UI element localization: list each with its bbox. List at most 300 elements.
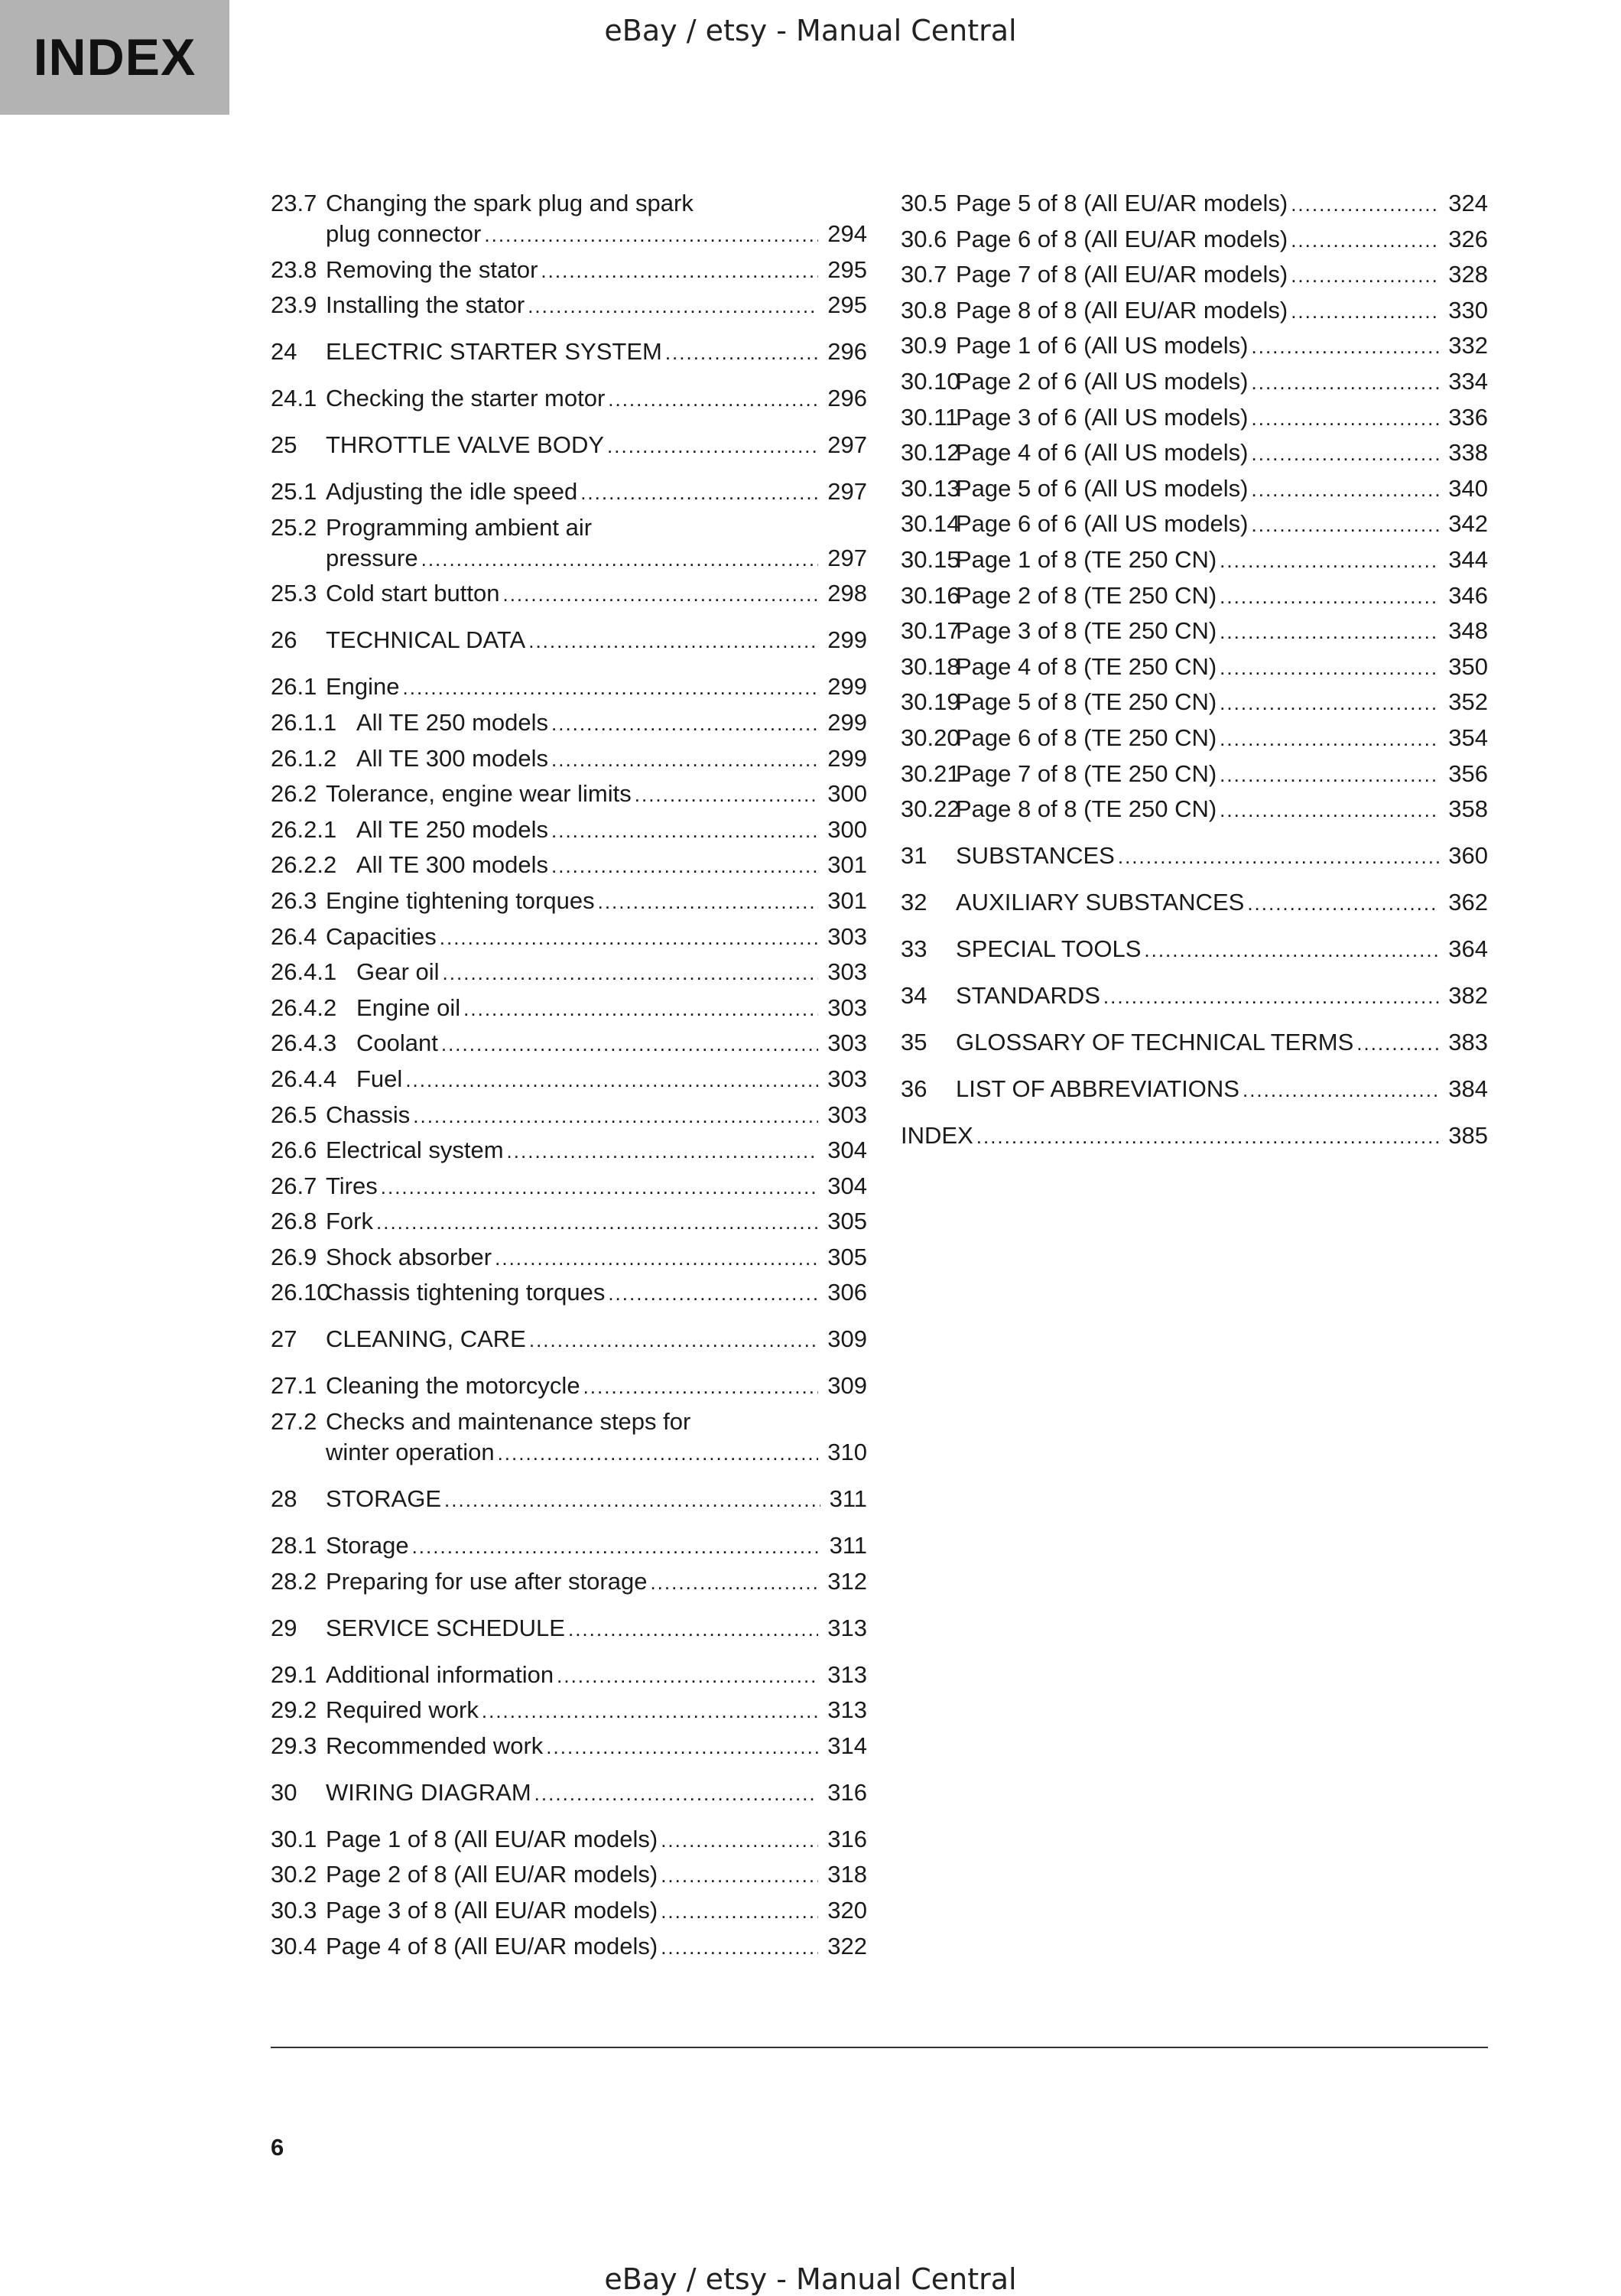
section-title: Checks and maintenance steps for [326, 1408, 691, 1436]
toc-entry[interactable] [901, 723, 1488, 754]
dot-leader [441, 1029, 818, 1059]
section-number: 26.4.1 [271, 958, 337, 986]
section-title: LIST OF ABBREVIATIONS [956, 1075, 1239, 1103]
page-number: 6 [271, 2134, 284, 2161]
page-ref: 301 [827, 851, 867, 879]
entry-line [326, 1566, 867, 1598]
toc-entry[interactable] [271, 188, 867, 250]
section-title: Page 1 of 8 (TE 250 CN) [956, 545, 1217, 573]
dot-leader [1252, 509, 1440, 540]
entry-body [956, 723, 1488, 754]
dot-leader [381, 1172, 819, 1202]
page-ref: 344 [1448, 545, 1488, 573]
entry-body [326, 383, 867, 415]
toc-entry[interactable] [271, 1484, 867, 1515]
entry-body [326, 815, 867, 846]
entry-body [326, 1324, 867, 1355]
entry-body [956, 1074, 1488, 1105]
dot-leader [412, 1531, 820, 1562]
page-ref: 354 [1448, 724, 1488, 751]
section-number: 30.19 [901, 688, 960, 716]
toc-entry[interactable] [271, 1242, 867, 1273]
page-ref: 297 [827, 478, 867, 506]
dot-leader [661, 1825, 818, 1855]
entry-body [326, 512, 867, 574]
section-number: 30.22 [901, 795, 960, 823]
section-number: 30.13 [901, 474, 960, 502]
entry-body [326, 188, 867, 250]
entry-line [326, 383, 867, 415]
dot-leader [541, 255, 818, 286]
section-number: 30.16 [901, 581, 960, 609]
page-ref: 299 [827, 708, 867, 736]
toc-entry[interactable] [271, 476, 867, 508]
toc-entry[interactable] [271, 337, 867, 368]
page-ref: 324 [1448, 190, 1488, 216]
section-title: pressure [326, 544, 418, 571]
entry-body [326, 1028, 867, 1059]
toc-entry[interactable] [271, 1371, 867, 1402]
dot-leader [1291, 296, 1439, 327]
entry-body [956, 366, 1488, 398]
dot-leader [1252, 331, 1440, 362]
entry-line [326, 957, 867, 988]
toc-entry[interactable] [901, 887, 1488, 919]
index-tab[interactable]: INDEX [0, 0, 229, 115]
page-ref: 300 [827, 815, 867, 843]
toc-entry[interactable] [271, 1064, 867, 1095]
entry-line [326, 1277, 867, 1309]
toc-entry[interactable] [271, 1660, 867, 1691]
section-title: TECHNICAL DATA [326, 626, 526, 654]
entry-line [326, 1407, 867, 1437]
section-number: 25.3 [271, 580, 317, 607]
entry-body [326, 625, 867, 656]
page-ref: 303 [827, 1101, 867, 1128]
section-title: Page 5 of 8 (All EU/AR models) [956, 190, 1288, 216]
toc-entry[interactable] [271, 1028, 867, 1059]
entry-body [326, 1660, 867, 1691]
section-number: 31 [901, 842, 927, 870]
entry-body [326, 993, 867, 1024]
section-title: All TE 300 models [356, 744, 548, 772]
dot-leader [1220, 581, 1439, 612]
page-ref: 309 [827, 1372, 867, 1400]
dot-leader [443, 958, 819, 988]
page-ref: 312 [827, 1567, 867, 1595]
page-ref: 352 [1448, 688, 1488, 716]
dot-leader [403, 672, 819, 703]
section-title: Gear oil [356, 958, 440, 986]
entry-line [326, 779, 867, 810]
entry-body [326, 1931, 867, 1963]
section-title: All TE 250 models [356, 815, 548, 843]
dot-leader [568, 1614, 818, 1644]
section-number: 30.4 [271, 1932, 317, 1959]
toc-entry[interactable] [271, 779, 867, 810]
section-title: Engine oil [356, 994, 461, 1021]
section-title: Cold start button [326, 580, 500, 607]
entry-body [326, 1407, 867, 1468]
section-number: 30.12 [901, 439, 960, 467]
toc-entry[interactable] [271, 1895, 867, 1927]
dot-leader [1252, 403, 1440, 434]
section-number: 26.4.4 [271, 1065, 337, 1092]
dot-leader [665, 337, 818, 368]
entry-line [326, 1824, 867, 1855]
page-ref: 301 [827, 886, 867, 914]
toc-entry[interactable] [901, 981, 1488, 1012]
entry-body [956, 188, 1488, 220]
dot-leader [661, 1896, 818, 1927]
page-ref: 303 [827, 1029, 867, 1057]
toc-entry[interactable] [901, 545, 1488, 576]
section-title: ELECTRIC STARTER SYSTEM [326, 338, 662, 366]
toc-entry[interactable] [271, 672, 867, 703]
dot-leader [557, 1660, 818, 1691]
section-title: Engine tightening torques [326, 886, 595, 914]
section-number: 26.1.2 [271, 744, 337, 772]
page-ref: 316 [827, 1825, 867, 1852]
dot-leader [1356, 1028, 1439, 1059]
entry-body [956, 581, 1488, 612]
section-title: THROTTLE VALVE BODY [326, 431, 605, 459]
page-ref: 382 [1448, 982, 1488, 1010]
toc-entry[interactable] [901, 794, 1488, 825]
entry-body [326, 1530, 867, 1562]
section-title: Page 8 of 8 (TE 250 CN) [956, 795, 1217, 823]
dot-leader [1220, 545, 1439, 576]
page-ref: 342 [1448, 510, 1488, 538]
entry-line [326, 1613, 867, 1644]
toc-entry[interactable] [901, 402, 1488, 434]
entry-line [326, 850, 867, 881]
dot-leader [546, 1732, 818, 1762]
toc-entry[interactable] [271, 1931, 867, 1963]
toc-entry[interactable] [271, 743, 867, 775]
dot-leader [551, 708, 818, 739]
toc-entry[interactable] [901, 652, 1488, 683]
entry-body [956, 759, 1488, 790]
entry-line [956, 723, 1488, 754]
toc-entry[interactable] [271, 993, 867, 1024]
toc-entry[interactable] [271, 1824, 867, 1855]
page-ref: 336 [1448, 403, 1488, 431]
section-title: Page 4 of 8 (TE 250 CN) [956, 652, 1217, 680]
page-ref: 298 [827, 580, 867, 607]
section-number: 30.2 [271, 1861, 317, 1888]
toc-entry[interactable] [271, 512, 867, 574]
toc-entry[interactable] [271, 255, 867, 286]
page-ref: 304 [827, 1172, 867, 1199]
toc-entry[interactable] [901, 437, 1488, 469]
dot-leader [498, 1438, 819, 1468]
dot-leader [551, 744, 818, 775]
toc-entry[interactable] [901, 1120, 1488, 1152]
toc-entry[interactable] [271, 850, 867, 881]
toc-entry[interactable] [901, 616, 1488, 647]
dot-leader [551, 850, 818, 881]
toc-entry[interactable] [271, 1171, 867, 1202]
section-number: 28 [271, 1485, 297, 1513]
toc-entry[interactable] [271, 1135, 867, 1166]
page-ref: 328 [1448, 261, 1488, 288]
dot-leader [551, 815, 818, 846]
page-ref: 311 [829, 1485, 867, 1513]
toc-entry[interactable] [271, 1613, 867, 1644]
section-title: Fuel [356, 1065, 403, 1092]
entry-line [326, 1777, 867, 1809]
dot-leader [598, 886, 819, 917]
section-title: Shock absorber [326, 1243, 492, 1270]
page-ref: 303 [827, 958, 867, 986]
entry-body [326, 957, 867, 988]
entry-body [326, 1895, 867, 1927]
dot-leader [580, 477, 818, 508]
section-title: Removing the stator [326, 255, 538, 283]
toc-entry[interactable] [271, 1530, 867, 1562]
section-number: 26.9 [271, 1243, 317, 1270]
entry-body [956, 887, 1488, 919]
entry-body [956, 981, 1488, 1012]
page-ref: 318 [827, 1861, 867, 1888]
toc-right-column [901, 188, 1488, 1156]
section-number: 24 [271, 338, 297, 366]
section-number: 27 [271, 1325, 297, 1353]
dot-leader [608, 384, 818, 415]
section-number: 29.3 [271, 1732, 317, 1759]
dot-leader [1243, 1075, 1439, 1105]
section-number: 36 [901, 1075, 927, 1103]
entry-body [326, 1064, 867, 1095]
section-title: SPECIAL TOOLS [956, 935, 1142, 963]
toc-entry[interactable] [271, 1859, 867, 1891]
section-number: 25.2 [271, 513, 317, 541]
toc-entry[interactable] [271, 430, 867, 461]
toc-entry[interactable] [901, 1074, 1488, 1105]
page-ref: 311 [829, 1532, 867, 1559]
entry-line [956, 887, 1488, 919]
entry-line [326, 476, 867, 508]
toc-entry[interactable] [271, 1277, 867, 1309]
section-title: Storage [326, 1532, 409, 1559]
entry-body [326, 255, 867, 286]
page-ref: 320 [827, 1897, 867, 1924]
entry-body [326, 886, 867, 917]
entry-line [326, 1895, 867, 1927]
toc-entry[interactable] [271, 578, 867, 610]
page-ref: 310 [827, 1439, 867, 1466]
section-title: Page 8 of 8 (All EU/AR models) [956, 296, 1288, 324]
entry-line [956, 545, 1488, 576]
page-ref: 362 [1448, 889, 1488, 916]
page-ref: 330 [1448, 296, 1488, 324]
dot-leader [583, 1371, 819, 1402]
toc-entry[interactable] [901, 188, 1488, 220]
page-ref: 303 [827, 922, 867, 950]
entry-line [956, 981, 1488, 1012]
entry-line [956, 581, 1488, 612]
section-title: Page 3 of 6 (All US models) [956, 403, 1249, 431]
page-ref: 299 [827, 673, 867, 701]
page-ref: 358 [1448, 795, 1488, 823]
section-number: 26.8 [271, 1208, 317, 1235]
entry-body [326, 430, 867, 461]
entry-body [326, 1135, 867, 1166]
section-number: 23.8 [271, 255, 317, 283]
section-number: 26.4.3 [271, 1029, 337, 1057]
toc-left-column [271, 188, 867, 1966]
toc-entry[interactable] [271, 1324, 867, 1355]
toc-entry[interactable] [271, 1777, 867, 1809]
dot-leader [413, 1101, 818, 1131]
section-number: 26.2 [271, 780, 317, 808]
section-number: 24.1 [271, 385, 317, 412]
toc-entry[interactable] [901, 1027, 1488, 1059]
section-title: WIRING DIAGRAM [326, 1778, 531, 1806]
toc-entry[interactable] [271, 1566, 867, 1598]
page-ref: 296 [827, 338, 867, 366]
entry-line [956, 366, 1488, 398]
toc-entry[interactable] [271, 383, 867, 415]
page-ref: 303 [827, 994, 867, 1021]
page-ref: 332 [1448, 332, 1488, 359]
section-number: 28.1 [271, 1532, 317, 1559]
entry-line [326, 1731, 867, 1762]
toc-entry[interactable] [901, 366, 1488, 398]
section-number: 30.1 [271, 1825, 317, 1852]
page-ref: 297 [827, 544, 867, 571]
toc-entry[interactable] [901, 259, 1488, 291]
section-title: winter operation [326, 1439, 495, 1466]
entry-line [326, 430, 867, 461]
section-title: Coolant [356, 1029, 438, 1057]
entry-body [326, 1859, 867, 1891]
entry-line [326, 1171, 867, 1202]
section-title: Installing the stator [326, 291, 525, 319]
section-title: Page 6 of 8 (All EU/AR models) [956, 225, 1288, 252]
dot-leader [661, 1860, 818, 1891]
section-title: STORAGE [326, 1485, 442, 1513]
page-ref: 334 [1448, 367, 1488, 395]
entry-line [956, 687, 1488, 718]
toc-entry[interactable] [901, 330, 1488, 362]
toc-entry[interactable] [271, 922, 867, 953]
section-title: Tires [326, 1172, 378, 1199]
section-number: 30.21 [901, 759, 960, 787]
toc-entry[interactable] [271, 1407, 867, 1468]
dot-leader [1220, 688, 1439, 718]
entry-body [326, 1777, 867, 1809]
entry-line [326, 743, 867, 775]
section-title: INDEX [901, 1122, 973, 1150]
toc-entry[interactable] [271, 290, 867, 321]
entry-line [326, 1324, 867, 1355]
page-ref: 294 [827, 220, 867, 247]
entry-line [956, 794, 1488, 825]
toc-entry[interactable] [901, 687, 1488, 718]
section-title: All TE 300 models [356, 851, 548, 879]
section-number: 26.6 [271, 1137, 317, 1164]
entry-line [326, 886, 867, 917]
toc-entry[interactable] [901, 841, 1488, 872]
section-title: plug connector [326, 220, 482, 247]
toc-entry[interactable] [271, 957, 867, 988]
section-number: 30.5 [901, 190, 947, 216]
section-number: 30.18 [901, 652, 960, 680]
dot-leader [1291, 260, 1439, 291]
toc-entry[interactable] [271, 707, 867, 739]
section-number: 33 [901, 935, 927, 963]
dot-leader [1291, 225, 1439, 255]
entry-body [326, 1277, 867, 1309]
toc-entry[interactable] [271, 1731, 867, 1762]
section-title: Page 2 of 8 (TE 250 CN) [956, 581, 1217, 609]
section-number: 27.1 [271, 1372, 317, 1400]
entry-line [326, 543, 867, 574]
entry-line [326, 1100, 867, 1131]
section-number: 30.8 [901, 296, 947, 324]
toc-entry[interactable] [271, 625, 867, 656]
dot-leader [1252, 474, 1440, 505]
dot-leader [1118, 841, 1439, 872]
entry-line [956, 295, 1488, 327]
toc-entry[interactable] [901, 581, 1488, 612]
page-ref: 305 [827, 1243, 867, 1270]
section-number: 26.1 [271, 673, 317, 701]
section-title: Adjusting the idle speed [326, 478, 578, 506]
toc-entry[interactable] [901, 224, 1488, 255]
toc-entry[interactable] [271, 1695, 867, 1726]
section-number: 27.2 [271, 1408, 317, 1436]
entry-line [326, 1931, 867, 1963]
section-title: Page 7 of 8 (All EU/AR models) [956, 261, 1288, 288]
toc-entry[interactable] [271, 886, 867, 917]
entry-body [956, 259, 1488, 291]
dot-leader [529, 1325, 818, 1355]
section-title: Engine [326, 673, 400, 701]
page-ref: 300 [827, 780, 867, 808]
entry-line [326, 255, 867, 286]
entry-body [956, 1027, 1488, 1059]
toc-entry[interactable] [901, 509, 1488, 540]
toc-entry[interactable] [901, 759, 1488, 790]
entry-line [326, 290, 867, 321]
dot-leader [1144, 935, 1439, 965]
dot-leader [482, 1696, 818, 1726]
section-number: 26.10 [271, 1279, 330, 1306]
entry-body [326, 1613, 867, 1644]
toc-entry[interactable] [901, 934, 1488, 965]
toc-entry[interactable] [271, 1100, 867, 1131]
page-ref: 356 [1448, 759, 1488, 787]
toc-entry[interactable] [901, 295, 1488, 327]
entry-line [326, 512, 867, 543]
section-number: 26.5 [271, 1101, 317, 1128]
toc-entry[interactable] [901, 473, 1488, 505]
entry-line [326, 1242, 867, 1273]
entry-line [326, 1206, 867, 1237]
dot-leader [1103, 981, 1439, 1012]
entry-line [901, 1120, 1488, 1152]
section-title: STANDARDS [956, 982, 1100, 1010]
toc-entry[interactable] [271, 1206, 867, 1237]
entry-line [956, 616, 1488, 647]
section-title: GLOSSARY OF TECHNICAL TERMS [956, 1029, 1354, 1056]
section-number: 30.3 [271, 1897, 317, 1924]
entry-body [956, 224, 1488, 255]
toc-entry[interactable] [271, 815, 867, 846]
